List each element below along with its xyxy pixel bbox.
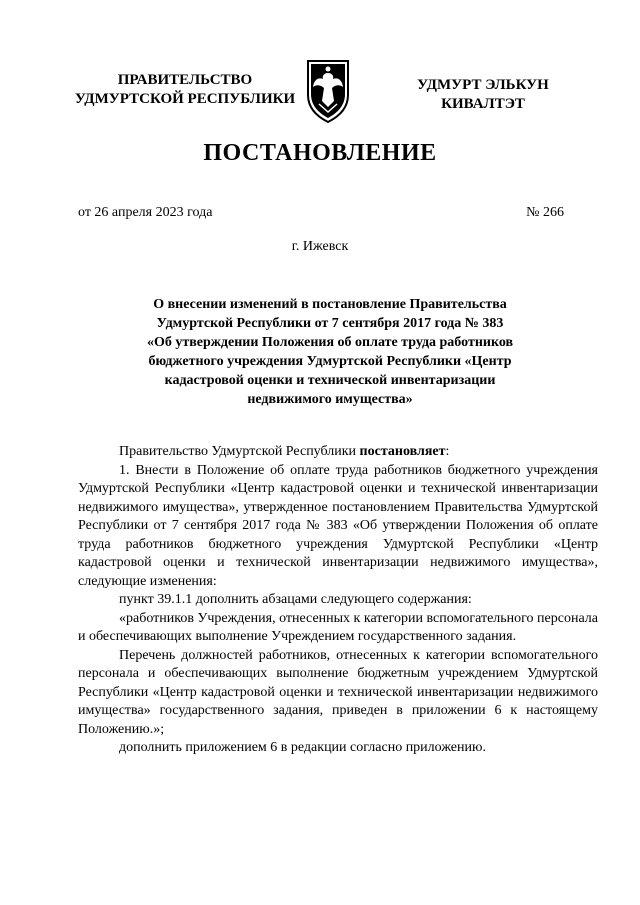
paragraph-4: Перечень должностей работников, отнесенных к категории вспомогательного персонала и обеспечивающих выполнение бюджетным учреждением Удмуртской Республики «Центр кадастровой оценки и технической инвентаризации недвижимого имущества» государственного задания, приведен в приложении 6 к настоящему Положению.»; [78, 647, 598, 737]
intro-verb: постановляет [359, 444, 446, 459]
government-name-line: УДМУРТСКОЙ РЕСПУБЛИКИ [74, 91, 296, 107]
document-city: г. Ижевск [291, 239, 349, 254]
paragraph-1: 1. Внести в Положение об оплате труда работников бюджетного учреждения Удмуртской Республики «Центр кадастровой оценки и технической инвентаризации недвижимого имущества», утвержденное постановлением Правительства Удмуртской Республики от 7 сентября 2017 года № 383 «Об утверждении Положения об оплате труда работников бюджетного учреждения Удмуртской Республики «Центр кадастровой оценки и технической инвентаризации недвижимого имущества», следующие изменения: [78, 462, 598, 589]
subject-line: недвижимого имущества» [247, 392, 413, 407]
subject-line: кадастровой оценки и технической инвентаризации [164, 373, 496, 388]
government-name-line: ПРАВИТЕЛЬСТВО [117, 72, 253, 88]
subject-line: «Об утверждении Положения об оплате труда работников [146, 335, 514, 350]
government-name-russian [66, 71, 304, 109]
subject-line: бюджетного учреждения Удмуртской Республики «Центр [148, 354, 512, 369]
document-number: № 266 [526, 205, 564, 220]
intro-suffix: : [445, 444, 450, 459]
paragraph-3: «работников Учреждения, отнесенных к категории вспомогательного персонала и обеспечивающих выполнение Учреждением государственного задания. [78, 610, 598, 644]
document-body [78, 443, 598, 758]
intro-prefix: Правительство Удмуртской Республики [119, 444, 360, 459]
paragraph-5: дополнить приложением 6 в редакции согласно приложению. [119, 740, 486, 755]
coat-of-arms-icon [302, 57, 354, 125]
document-subject [120, 295, 540, 409]
government-name-line: КИВАЛТЭТ [441, 96, 525, 112]
subject-line: Удмуртской Республики от 7 сентября 2017 года № 383 [156, 316, 504, 331]
government-name-line: УДМУРТ ЭЛЬКУН [417, 77, 549, 93]
document-type-title: ПОСТАНОВЛЕНИЕ [203, 140, 437, 166]
government-name-udmurt [398, 76, 568, 114]
document-date: от 26 апреля 2023 года [78, 205, 213, 220]
paragraph-2: пункт 39.1.1 дополнить абзацами следующего содержания: [119, 592, 472, 607]
subject-line: О внесении изменений в постановление Правительства [153, 297, 507, 312]
intro-paragraph [78, 443, 598, 462]
